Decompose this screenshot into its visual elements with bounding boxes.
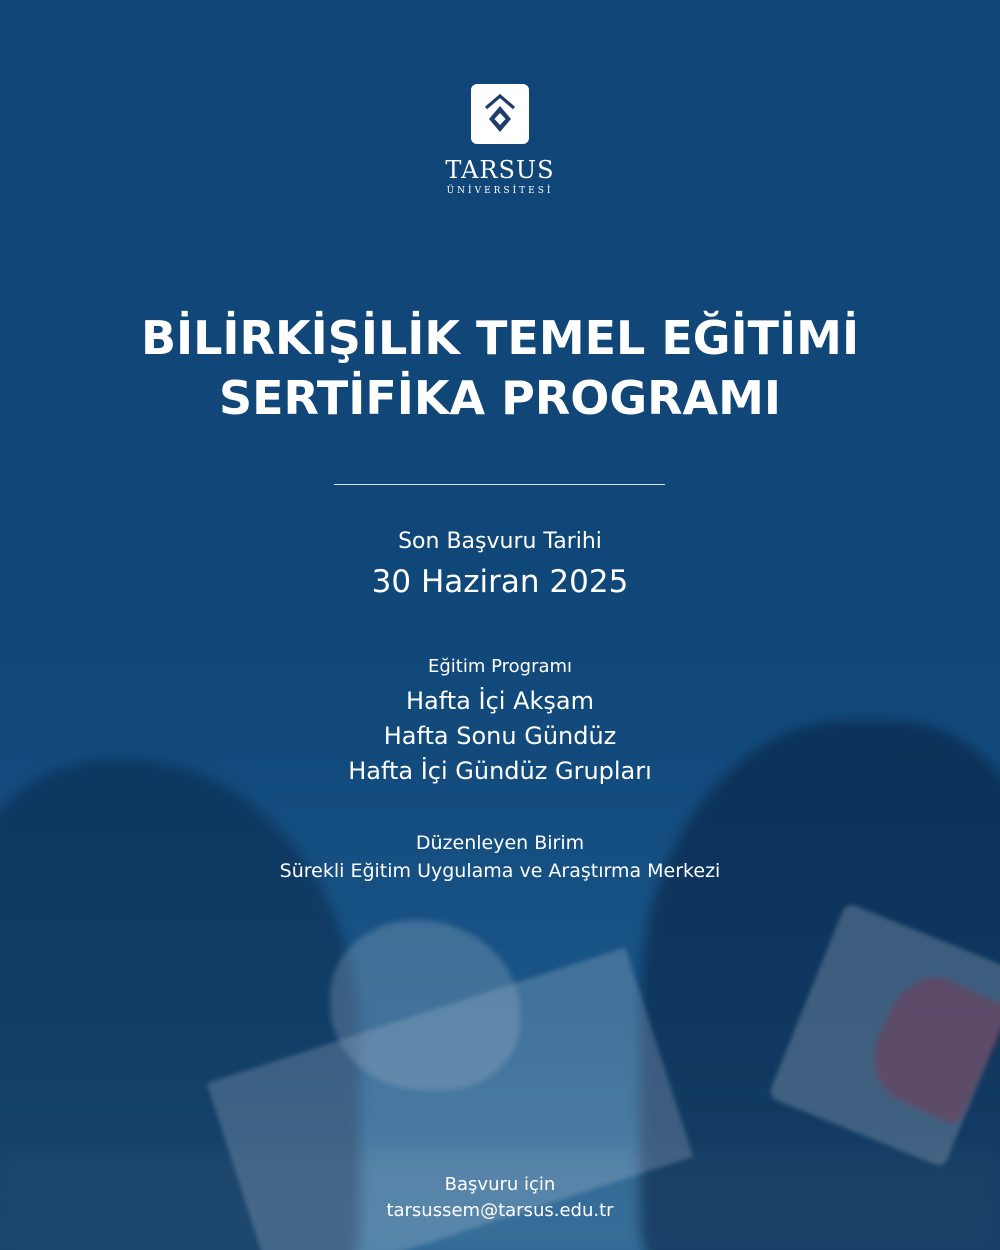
brand-name: TARSUS xyxy=(445,156,555,184)
university-logo xyxy=(471,84,529,144)
organizer-label: Düzenleyen Birim xyxy=(415,832,585,854)
program-item: Hafta İçi Gündüz Grupları xyxy=(348,757,652,785)
university-emblem-icon xyxy=(480,92,520,136)
deadline-date: 30 Haziran 2025 xyxy=(371,564,629,600)
title-line-2: SERTİFİKA PROGRAMI xyxy=(218,371,782,425)
apply-label: Başvuru için xyxy=(444,1174,556,1195)
deadline-label: Son Başvuru Tarihi xyxy=(398,529,602,554)
background-photo-hand xyxy=(330,920,520,1090)
title-line-1: BİLİRKİŞİLİK TEMEL EĞİTİMİ xyxy=(140,311,860,365)
program-item: Hafta Sonu Gündüz xyxy=(383,722,617,750)
organizer-name: Sürekli Eğitim Uygulama ve Araştırma Merkezi xyxy=(279,860,721,882)
brand-subtitle: ÜNİVERSİTESİ xyxy=(446,186,554,196)
page-title xyxy=(0,308,1000,428)
program-label: Eğitim Programı xyxy=(427,656,573,677)
divider xyxy=(334,484,665,485)
apply-email[interactable]: tarsussem@tarsus.edu.tr xyxy=(386,1200,614,1221)
program-item: Hafta İçi Akşam xyxy=(405,687,594,715)
